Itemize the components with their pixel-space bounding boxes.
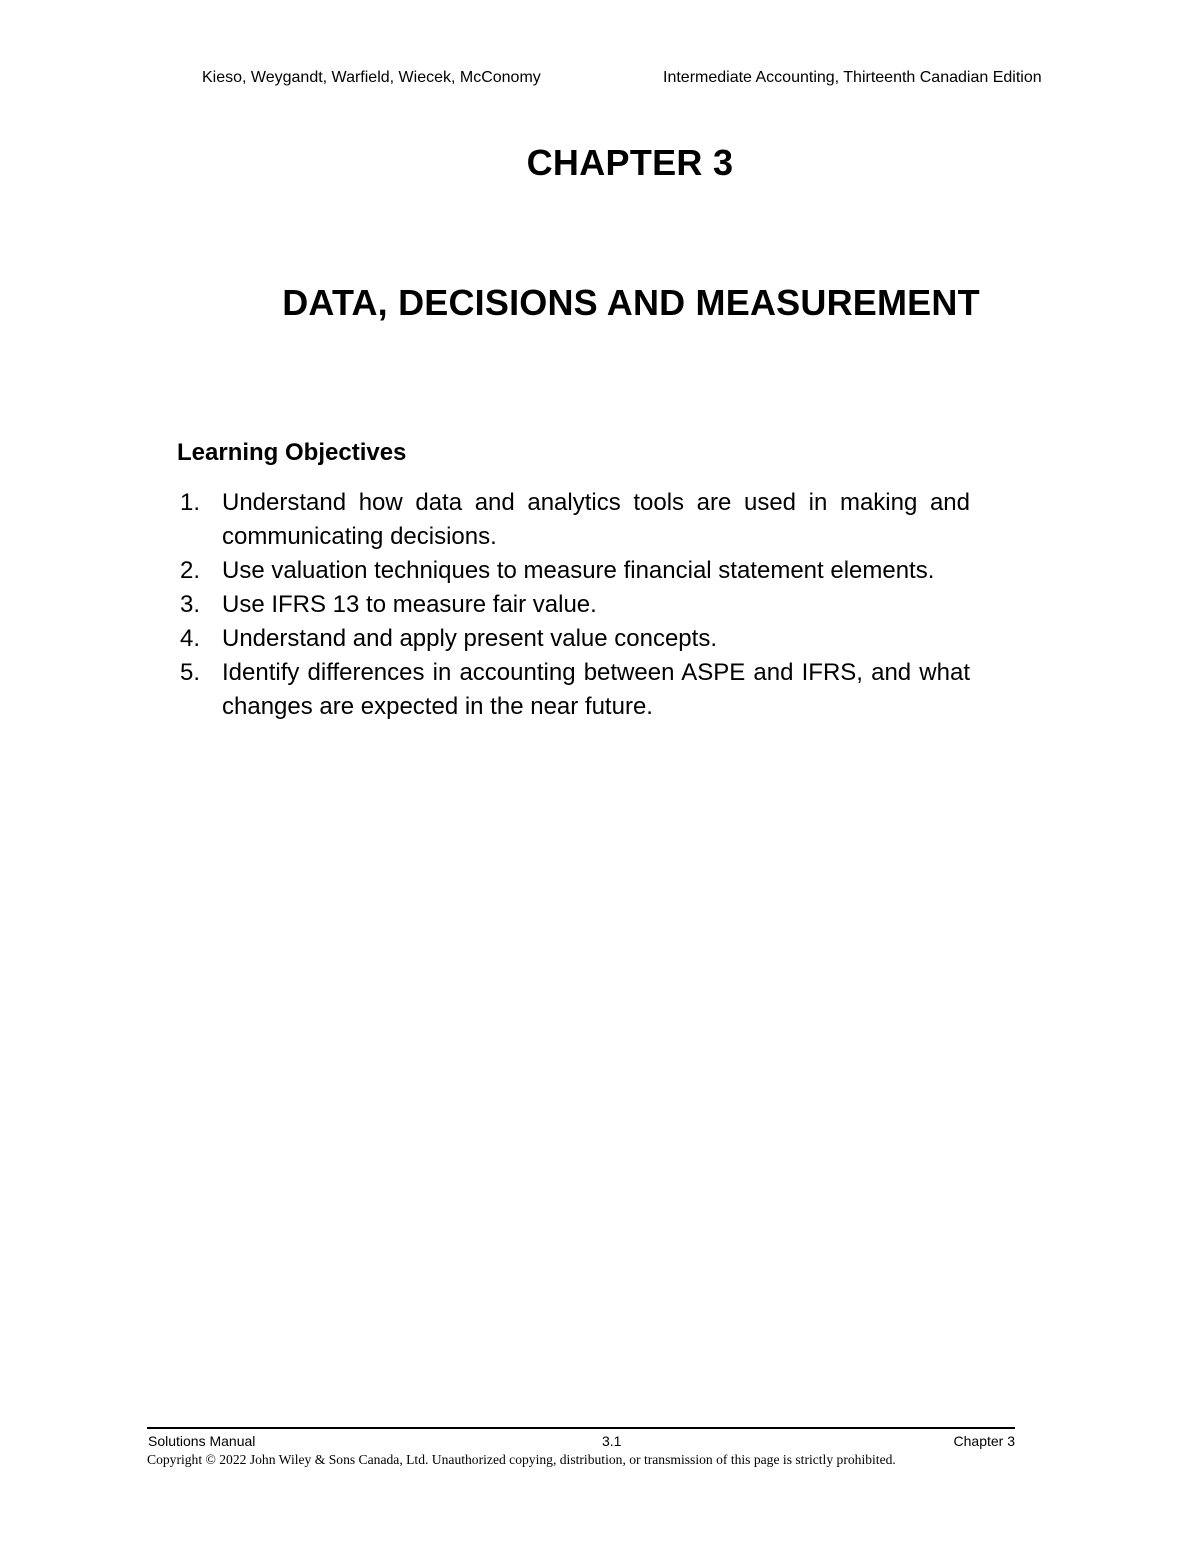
chapter-title: DATA, DECISIONS AND MEASUREMENT [282,282,980,323]
objective-text: Use IFRS 13 to measure fair value. [222,591,597,618]
learning-objectives-heading: Learning Objectives [177,439,407,466]
header-book-title: Intermediate Accounting, Thirteenth Canadian Edition [663,69,1042,86]
objective-item [177,554,970,588]
objective-text: Identify differences in accounting between ASPE and IFRS, and what changes are expected in the near future. [222,659,970,720]
chapter-number: CHAPTER 3 [526,142,734,183]
footer-page-number: 3.1 [602,1433,622,1449]
objective-text: Understand how data and analytics tools are used in making and communicating decisions. [222,489,970,550]
footer-left-label: Solutions Manual [148,1433,256,1449]
objective-item [177,622,970,656]
footer-row [147,1433,1015,1451]
objective-text: Understand and apply present value concepts. [222,625,717,652]
footer-divider [147,1427,1015,1429]
learning-objectives-list [177,486,970,724]
learning-objectives-section [177,437,977,724]
footer-chapter-label: Chapter 3 [953,1433,1015,1449]
copyright-notice: Copyright © 2022 John Wiley & Sons Canada, Ltd. Unauthorized copying, distribution, or transmission of this page is strictly prohibited. [147,1452,896,1467]
objective-item [177,588,970,622]
objective-number: 5. [180,659,201,686]
header-authors: Kieso, Weygandt, Warfield, Wiecek, McConomy [202,69,541,86]
objective-number: 2. [180,557,201,584]
objective-text: Use valuation techniques to measure financial statement elements. [222,557,935,584]
running-header [0,69,1200,93]
objective-number: 4. [180,625,201,652]
objective-item [177,486,970,554]
objective-number: 1. [180,489,201,516]
objective-number: 3. [180,591,201,618]
objective-item [177,656,970,724]
page-footer [147,1427,1015,1468]
